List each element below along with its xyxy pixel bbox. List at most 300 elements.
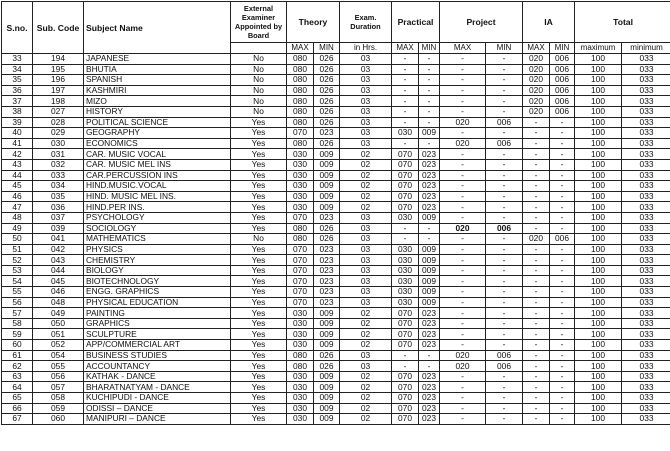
cell-project-min: - [486, 234, 523, 245]
cell-subject-name: ECONOMICS [84, 138, 231, 149]
cell-practical-min: 023 [419, 393, 440, 404]
cell-ia-min: - [550, 117, 575, 128]
cell-exam-duration: 02 [340, 149, 392, 160]
table-row [2, 340, 670, 351]
cell-theory-min: 009 [314, 414, 340, 425]
cell-project-max: - [440, 318, 486, 329]
cell-ia-max: - [523, 244, 550, 255]
cell-subject-name: GEOGRAPHY [84, 128, 231, 139]
cell-practical-max: 030 [392, 212, 419, 223]
cell-ia-max: - [523, 318, 550, 329]
table-row [2, 149, 670, 160]
cell-practical-max: - [392, 223, 419, 234]
cell-theory-max: 070 [287, 128, 314, 139]
cell-external-examiner: Yes [231, 371, 287, 382]
cell-exam-duration: 02 [340, 308, 392, 319]
cell-theory-min: 023 [314, 255, 340, 266]
cell-total-maximum: 100 [575, 234, 622, 245]
table-row [2, 54, 670, 65]
cell-theory-min: 023 [314, 244, 340, 255]
cell-ia-min: - [550, 297, 575, 308]
cell-theory-max: 080 [287, 361, 314, 372]
cell-project-min: 006 [486, 361, 523, 372]
cell-practical-min: - [419, 361, 440, 372]
cell-practical-max: 070 [392, 159, 419, 170]
table-row [2, 85, 670, 96]
cell-ia-max: - [523, 297, 550, 308]
cell-theory-max: 070 [287, 265, 314, 276]
cell-ia-min: 006 [550, 106, 575, 117]
cell-practical-max: - [392, 75, 419, 86]
cell-exam-duration: 02 [340, 159, 392, 170]
cell-subject-name: BIOTECHNOLOGY [84, 276, 231, 287]
cell-sub-code: 044 [33, 265, 84, 276]
cell-total-minimum: 033 [622, 361, 670, 372]
cell-theory-max: 030 [287, 202, 314, 213]
cell-subject-name: KUCHIPUDI - DANCE [84, 393, 231, 404]
cell-ia-min: - [550, 159, 575, 170]
cell-sno: 46 [2, 191, 33, 202]
cell-project-min: - [486, 393, 523, 404]
cell-theory-min: 009 [314, 329, 340, 340]
cell-sno: 53 [2, 265, 33, 276]
cell-ia-min: 006 [550, 54, 575, 65]
cell-sub-code: 059 [33, 403, 84, 414]
cell-total-maximum: 100 [575, 149, 622, 160]
cell-total-maximum: 100 [575, 361, 622, 372]
cell-project-min: - [486, 371, 523, 382]
cell-sub-code: 033 [33, 170, 84, 181]
cell-project-max: - [440, 96, 486, 107]
cell-theory-max: 080 [287, 350, 314, 361]
cell-total-maximum: 100 [575, 403, 622, 414]
cell-subject-name: BHUTIA [84, 64, 231, 75]
table-row [2, 414, 670, 425]
cell-theory-min: 026 [314, 138, 340, 149]
cell-total-minimum: 033 [622, 138, 670, 149]
cell-total-maximum: 100 [575, 308, 622, 319]
cell-exam-duration: 03 [340, 75, 392, 86]
cell-project-min: - [486, 202, 523, 213]
cell-project-max: - [440, 54, 486, 65]
cell-total-maximum: 100 [575, 371, 622, 382]
cell-practical-max: 070 [392, 382, 419, 393]
cell-ia-min: 006 [550, 234, 575, 245]
cell-project-max: - [440, 393, 486, 404]
cell-ia-min: - [550, 138, 575, 149]
cell-practical-max: 030 [392, 287, 419, 298]
table-row [2, 75, 670, 86]
cell-total-minimum: 033 [622, 223, 670, 234]
cell-project-max: - [440, 170, 486, 181]
cell-total-minimum: 033 [622, 276, 670, 287]
cell-project-max: - [440, 255, 486, 266]
cell-practical-max: - [392, 106, 419, 117]
cell-ia-max: - [523, 414, 550, 425]
cell-total-minimum: 033 [622, 308, 670, 319]
cell-total-minimum: 033 [622, 265, 670, 276]
table-row [2, 297, 670, 308]
table-row [2, 403, 670, 414]
cell-ia-min: - [550, 265, 575, 276]
cell-practical-max: 070 [392, 181, 419, 192]
cell-total-minimum: 033 [622, 297, 670, 308]
theory-max-header: MAX [287, 43, 314, 54]
cell-project-max: - [440, 244, 486, 255]
cell-project-max: - [440, 75, 486, 86]
cell-theory-max: 070 [287, 244, 314, 255]
cell-ia-min: - [550, 244, 575, 255]
cell-total-minimum: 033 [622, 244, 670, 255]
cell-theory-max: 070 [287, 212, 314, 223]
cell-practical-min: 023 [419, 371, 440, 382]
cell-exam-duration: 03 [340, 96, 392, 107]
cell-theory-max: 070 [287, 287, 314, 298]
cell-sno: 40 [2, 128, 33, 139]
cell-theory-max: 080 [287, 64, 314, 75]
cell-project-max: - [440, 149, 486, 160]
practical-min-header: MIN [419, 43, 440, 54]
cell-ia-max: 020 [523, 234, 550, 245]
cell-total-minimum: 033 [622, 64, 670, 75]
cell-practical-min: 023 [419, 159, 440, 170]
col-header-theory: Theory [287, 2, 340, 43]
table-row [2, 350, 670, 361]
cell-theory-max: 080 [287, 54, 314, 65]
cell-sno: 50 [2, 234, 33, 245]
cell-project-max: - [440, 191, 486, 202]
cell-exam-duration: 02 [340, 414, 392, 425]
cell-theory-max: 030 [287, 318, 314, 329]
cell-project-max: - [440, 371, 486, 382]
cell-theory-max: 080 [287, 234, 314, 245]
cell-practical-min: 023 [419, 340, 440, 351]
cell-total-minimum: 033 [622, 170, 670, 181]
cell-project-min: - [486, 159, 523, 170]
cell-practical-max: - [392, 138, 419, 149]
table-row [2, 128, 670, 139]
cell-sub-code: 060 [33, 414, 84, 425]
cell-total-minimum: 033 [622, 149, 670, 160]
cell-subject-name: GRAPHICS [84, 318, 231, 329]
cell-exam-duration: 02 [340, 393, 392, 404]
cell-total-maximum: 100 [575, 350, 622, 361]
cell-subject-name: MIZO [84, 96, 231, 107]
table-row [2, 223, 670, 234]
cell-exam-duration: 03 [340, 244, 392, 255]
cell-exam-duration: 03 [340, 350, 392, 361]
cell-theory-max: 030 [287, 329, 314, 340]
cell-external-examiner: Yes [231, 138, 287, 149]
cell-ia-max: - [523, 329, 550, 340]
col-header-total: Total [575, 2, 670, 43]
cell-external-examiner: Yes [231, 393, 287, 404]
cell-project-min: - [486, 96, 523, 107]
cell-project-min: - [486, 276, 523, 287]
cell-practical-min: 009 [419, 244, 440, 255]
cell-ia-min: - [550, 403, 575, 414]
cell-project-min: - [486, 170, 523, 181]
cell-sub-code: 048 [33, 297, 84, 308]
cell-total-minimum: 033 [622, 202, 670, 213]
cell-total-maximum: 100 [575, 414, 622, 425]
cell-practical-max: - [392, 54, 419, 65]
cell-total-minimum: 033 [622, 159, 670, 170]
cell-subject-name: SOCIOLOGY [84, 223, 231, 234]
cell-exam-duration: 03 [340, 212, 392, 223]
cell-sub-code: 055 [33, 361, 84, 372]
cell-ia-min: - [550, 329, 575, 340]
cell-total-maximum: 100 [575, 223, 622, 234]
cell-ia-min: - [550, 371, 575, 382]
cell-project-min: - [486, 54, 523, 65]
cell-practical-min: 009 [419, 297, 440, 308]
cell-theory-max: 080 [287, 117, 314, 128]
col-header-practical: Practical [392, 2, 440, 43]
cell-sub-code: 043 [33, 255, 84, 266]
table-row [2, 117, 670, 128]
cell-total-maximum: 100 [575, 297, 622, 308]
cell-total-minimum: 033 [622, 340, 670, 351]
cell-subject-name: ENGG. GRAPHICS [84, 287, 231, 298]
cell-subject-name: BHARATNATYAM - DANCE [84, 382, 231, 393]
cell-ia-max: - [523, 265, 550, 276]
cell-ia-min: 006 [550, 85, 575, 96]
cell-subject-name: POLITICAL SCIENCE [84, 117, 231, 128]
cell-ia-min: - [550, 181, 575, 192]
cell-project-min: - [486, 75, 523, 86]
cell-sub-code: 194 [33, 54, 84, 65]
cell-sub-code: 041 [33, 234, 84, 245]
cell-practical-max: - [392, 64, 419, 75]
cell-practical-min: - [419, 85, 440, 96]
cell-ia-min: - [550, 287, 575, 298]
cell-theory-min: 009 [314, 318, 340, 329]
cell-external-examiner: Yes [231, 318, 287, 329]
cell-total-maximum: 100 [575, 159, 622, 170]
table-row [2, 329, 670, 340]
cell-total-maximum: 100 [575, 287, 622, 298]
cell-sub-code: 196 [33, 75, 84, 86]
cell-theory-min: 023 [314, 212, 340, 223]
cell-total-maximum: 100 [575, 64, 622, 75]
cell-theory-min: 009 [314, 159, 340, 170]
cell-practical-min: - [419, 234, 440, 245]
cell-ia-max: 020 [523, 64, 550, 75]
cell-theory-max: 030 [287, 414, 314, 425]
cell-practical-max: 070 [392, 414, 419, 425]
table-row [2, 308, 670, 319]
cell-external-examiner: Yes [231, 382, 287, 393]
cell-ia-max: 020 [523, 85, 550, 96]
cell-sno: 64 [2, 382, 33, 393]
cell-external-examiner: No [231, 75, 287, 86]
cell-theory-min: 026 [314, 117, 340, 128]
cell-sub-code: 035 [33, 191, 84, 202]
cell-exam-duration: 03 [340, 128, 392, 139]
cell-theory-max: 030 [287, 191, 314, 202]
cell-exam-duration: 03 [340, 138, 392, 149]
cell-exam-duration: 02 [340, 329, 392, 340]
cell-theory-max: 030 [287, 340, 314, 351]
cell-exam-duration: 03 [340, 85, 392, 96]
cell-ia-max: - [523, 170, 550, 181]
cell-theory-max: 080 [287, 223, 314, 234]
cell-practical-max: - [392, 96, 419, 107]
cell-theory-min: 026 [314, 234, 340, 245]
cell-project-max: - [440, 64, 486, 75]
cell-exam-duration: 03 [340, 287, 392, 298]
cell-project-max: - [440, 403, 486, 414]
table-row [2, 361, 670, 372]
cell-project-min: - [486, 64, 523, 75]
cell-ia-max: - [523, 350, 550, 361]
cell-exam-duration: 03 [340, 64, 392, 75]
table-row [2, 138, 670, 149]
header-row [2, 2, 670, 43]
cell-practical-min: - [419, 54, 440, 65]
cell-subject-name: HIND.MUSIC.VOCAL [84, 181, 231, 192]
total-maximum-header: maximum [575, 43, 622, 54]
cell-total-minimum: 033 [622, 350, 670, 361]
cell-total-minimum: 033 [622, 382, 670, 393]
cell-ia-max: 020 [523, 75, 550, 86]
cell-subject-name: BUSINESS STUDIES [84, 350, 231, 361]
cell-external-examiner: No [231, 106, 287, 117]
duration-unit-header: in Hrs. [340, 43, 392, 54]
cell-sno: 63 [2, 371, 33, 382]
cell-theory-max: 080 [287, 85, 314, 96]
cell-total-minimum: 033 [622, 54, 670, 65]
cell-practical-max: - [392, 350, 419, 361]
cell-total-maximum: 100 [575, 191, 622, 202]
table-row [2, 318, 670, 329]
cell-ia-min: - [550, 308, 575, 319]
cell-practical-max: 070 [392, 340, 419, 351]
cell-project-max: - [440, 234, 486, 245]
cell-theory-max: 030 [287, 371, 314, 382]
cell-ia-min: - [550, 340, 575, 351]
cell-sub-code: 057 [33, 382, 84, 393]
table-row [2, 244, 670, 255]
cell-project-min: - [486, 255, 523, 266]
cell-subject-name: PAINTING [84, 308, 231, 319]
cell-subject-name: HIND.PER INS. [84, 202, 231, 213]
cell-sno: 41 [2, 138, 33, 149]
cell-sub-code: 030 [33, 138, 84, 149]
cell-subject-name: PHYSICAL EDUCATION [84, 297, 231, 308]
cell-sno: 44 [2, 170, 33, 181]
cell-sub-code: 037 [33, 212, 84, 223]
cell-sno: 55 [2, 287, 33, 298]
cell-exam-duration: 02 [340, 181, 392, 192]
cell-project-max: - [440, 159, 486, 170]
cell-sub-code: 039 [33, 223, 84, 234]
cell-exam-duration: 03 [340, 361, 392, 372]
table-row [2, 170, 670, 181]
cell-theory-min: 026 [314, 64, 340, 75]
cell-external-examiner: Yes [231, 159, 287, 170]
project-min-header: MIN [486, 43, 523, 54]
table-row [2, 202, 670, 213]
cell-exam-duration: 02 [340, 403, 392, 414]
cell-ia-max: 020 [523, 106, 550, 117]
cell-project-min: - [486, 212, 523, 223]
cell-sno: 48 [2, 212, 33, 223]
cell-exam-duration: 02 [340, 202, 392, 213]
practical-max-header: MAX [392, 43, 419, 54]
cell-exam-duration: 02 [340, 371, 392, 382]
cell-project-max: - [440, 382, 486, 393]
cell-theory-max: 080 [287, 106, 314, 117]
theory-min-header: MIN [314, 43, 340, 54]
cell-sno: 61 [2, 350, 33, 361]
cell-external-examiner: Yes [231, 361, 287, 372]
cell-project-max: - [440, 85, 486, 96]
cell-total-maximum: 100 [575, 117, 622, 128]
cell-theory-min: 026 [314, 223, 340, 234]
cell-sub-code: 036 [33, 202, 84, 213]
cell-external-examiner: Yes [231, 212, 287, 223]
cell-sno: 52 [2, 255, 33, 266]
cell-sno: 60 [2, 340, 33, 351]
cell-practical-max: 030 [392, 128, 419, 139]
col-header-project: Project [440, 2, 523, 43]
cell-project-max: - [440, 414, 486, 425]
cell-external-examiner: Yes [231, 149, 287, 160]
cell-external-examiner: Yes [231, 117, 287, 128]
cell-ia-max: 020 [523, 96, 550, 107]
table-row [2, 287, 670, 298]
cell-sno: 66 [2, 403, 33, 414]
cell-total-maximum: 100 [575, 276, 622, 287]
table-row [2, 159, 670, 170]
cell-practical-max: 070 [392, 403, 419, 414]
cell-theory-min: 023 [314, 265, 340, 276]
cell-theory-min: 026 [314, 106, 340, 117]
col-header-ia: IA [523, 2, 575, 43]
cell-project-max: 020 [440, 117, 486, 128]
table-row [2, 64, 670, 75]
cell-practical-min: - [419, 117, 440, 128]
cell-sub-code: 042 [33, 244, 84, 255]
cell-project-max: - [440, 212, 486, 223]
cell-sno: 54 [2, 276, 33, 287]
cell-project-min: - [486, 297, 523, 308]
cell-total-minimum: 033 [622, 318, 670, 329]
cell-sno: 51 [2, 244, 33, 255]
table-row [2, 265, 670, 276]
cell-ia-max: 020 [523, 54, 550, 65]
cell-total-maximum: 100 [575, 75, 622, 86]
cell-total-maximum: 100 [575, 244, 622, 255]
cell-total-minimum: 033 [622, 191, 670, 202]
cell-practical-max: 030 [392, 265, 419, 276]
cell-ia-max: - [523, 181, 550, 192]
cell-project-min: - [486, 149, 523, 160]
cell-ia-max: - [523, 202, 550, 213]
cell-practical-max: 030 [392, 276, 419, 287]
cell-theory-min: 009 [314, 170, 340, 181]
table-row [2, 276, 670, 287]
cell-ia-max: - [523, 276, 550, 287]
cell-total-minimum: 033 [622, 234, 670, 245]
cell-project-max: - [440, 276, 486, 287]
cell-subject-name: CAR.PERCUSSION INS [84, 170, 231, 181]
cell-external-examiner: Yes [231, 170, 287, 181]
cell-project-max: - [440, 265, 486, 276]
cell-total-minimum: 033 [622, 393, 670, 404]
